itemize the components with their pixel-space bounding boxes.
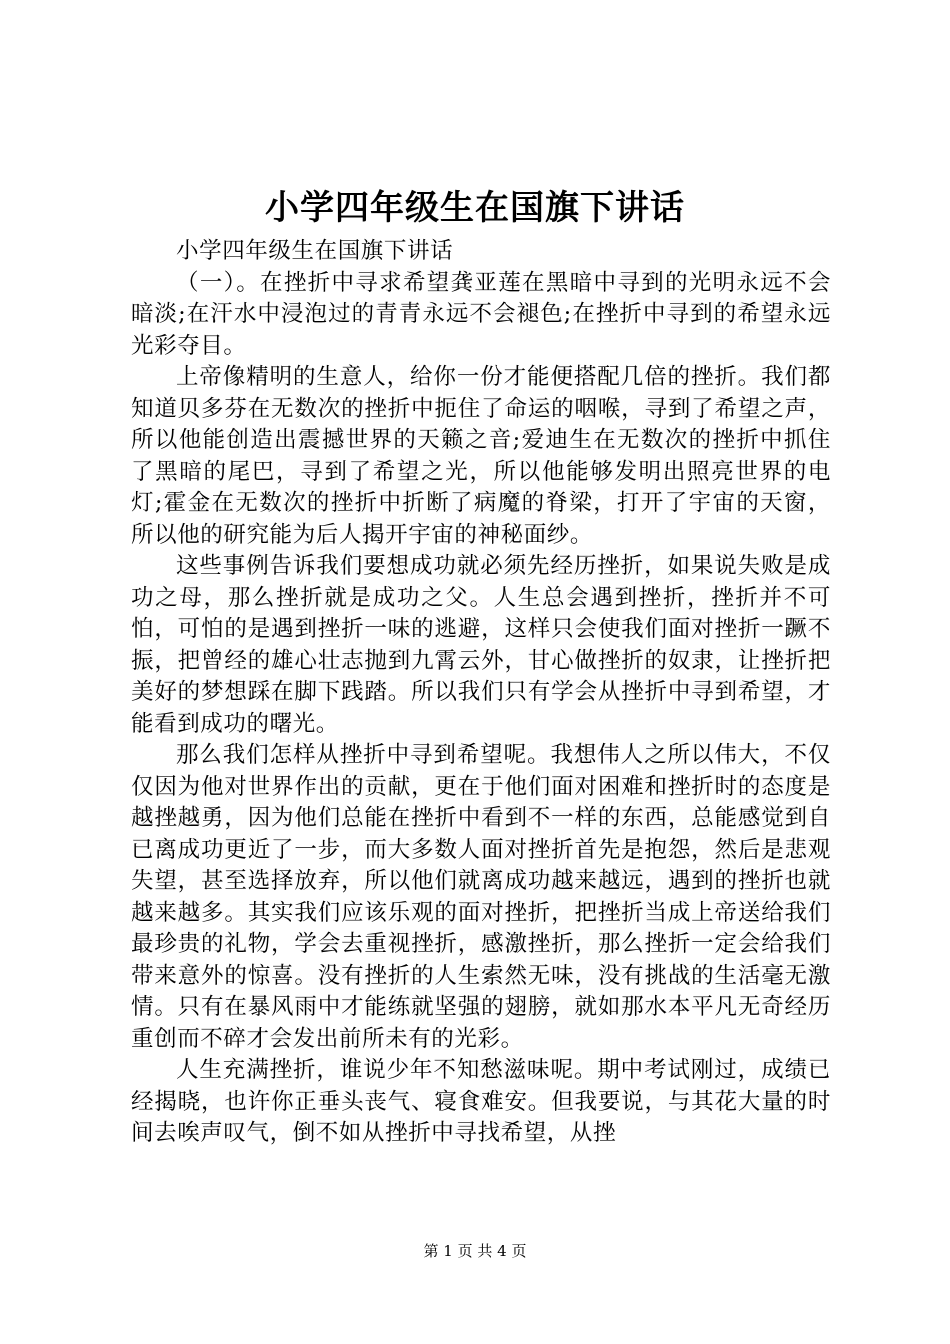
- paragraph: 这些事例告诉我们要想成功就必须先经历挫折，如果说失败是成功之母，那么挫折就是成功之父。人生总会遇到挫折，挫折并不可怕，可怕的是遇到挫折一味的逃避，这样只会使我们面对挫折一蹶不振，把曾经的雄心壮志抛到九霄云外，甘心做挫折的奴隶，让挫折把美好的梦想踩在脚下践踏。所以我们只有学会从挫折中寻到希望，才能看到成功的曙光。: [131, 553, 831, 737]
- paragraph: 人生充满挫折，谁说少年不知愁滋味呢。期中考试刚过，成绩已经揭晓，也许你正垂头丧气、寝食难安。但我要说，与其花大量的时间去唉声叹气，倒不如从挫折中寻找希望，从挫: [131, 1057, 831, 1146]
- paragraph: 那么我们怎样从挫折中寻到希望呢。我想伟人之所以伟大，不仅仅因为他对世界作出的贡献，更在于他们面对困难和挫折时的态度是越挫越勇，因为他们总能在挫折中看到不一样的东西，总能感觉到自已离成功更近了一步，而大多数人面对挫折首先是抱怨，然后是悲观失望，甚至选择放弃，所以他们就离成功越来越远，遇到的挫折也就越来越多。其实我们应该乐观的面对挫折，把挫折当成上帝送给我们最珍贵的礼物，学会去重视挫折，感激挫折，那么挫折一定会给我们带来意外的惊喜。没有挫折的人生索然无味，没有挑战的生活毫无激情。只有在暴风雨中才能练就坚强的翅膀，就如那水本平凡无奇经历重创而不碎才会发出前所未有的光彩。: [131, 742, 831, 1052]
- page-number: 第 1 页 共 4 页: [423, 1242, 527, 1260]
- paragraph: 上帝像精明的生意人，给你一份才能便搭配几倍的挫折。我们都知道贝多芬在无数次的挫折中扼住了命运的咽喉，寻到了希望之声，所以他能创造出震撼世界的天籁之音;爱迪生在无数次的挫折中抓住了黑暗的尾巴，寻到了希望之光，所以他能够发明出照亮世界的电灯;霍金在无数次的挫折中折断了病魔的脊梁，打开了宇宙的天窗，所以他的研究能为后人揭开宇宙的神秘面纱。: [131, 364, 831, 548]
- paragraph: （一）。在挫折中寻求希望龚亚莲在黑暗中寻到的光明永远不会暗淡;在汗水中浸泡过的青青永远不会褪色;在挫折中寻到的希望永远光彩夺目。: [131, 269, 831, 359]
- page-footer: [0, 1240, 950, 1262]
- document-body: [131, 236, 831, 1150]
- document-title: 小学四年级生在国旗下讲话: [265, 188, 685, 228]
- paragraph-subtitle: 小学四年级生在国旗下讲话: [176, 238, 454, 264]
